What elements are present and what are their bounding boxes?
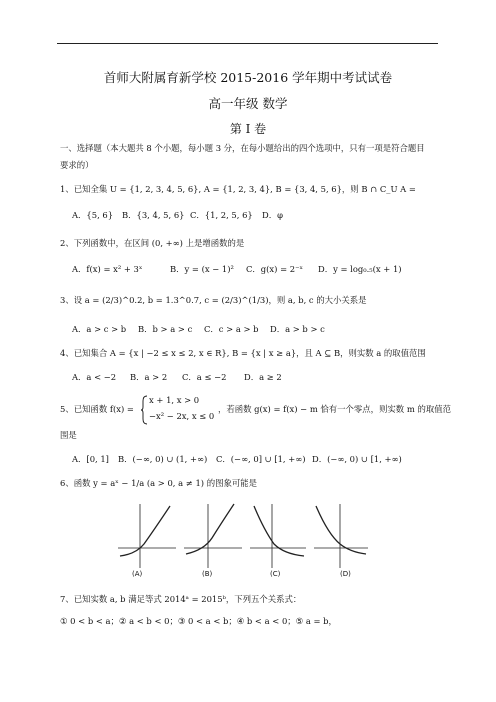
question-1-option-a: A．{5, 6} xyxy=(72,210,114,220)
question-2-stem: 2、下列函数中，在区间 (0, +∞) 上是增函数的是 xyxy=(60,238,245,248)
question-6-stem: 6、函数 y = aˣ − 1/a (a > 0, a ≠ 1) 的图象可能是 xyxy=(60,478,257,488)
question-3-stem: 3、设 a = (2/3)^0.2, b = 1.3^0.7, c = (2/3)^(1/3)，则 a, b, c 的大小关系是 xyxy=(60,295,367,305)
graph-label-d: (D) xyxy=(340,570,351,578)
question-2-option-a: A．f(x) = x² + 3ˣ xyxy=(72,264,143,274)
graph-label-c: (C) xyxy=(270,570,281,578)
question-1-stem: 1、已知全集 U = {1, 2, 3, 4, 5, 6}, A = {1, 2, 3, 4}, B = {3, 4, 5, 6}，则 B ∩ C_U A = xyxy=(60,184,416,194)
question-5-stem-start: 5、已知函数 f(x) = xyxy=(60,404,134,414)
piecewise-case-1: x + 1, x > 0 xyxy=(149,395,200,405)
piecewise-case-2: −x² − 2x, x ≤ 0 xyxy=(149,411,215,421)
question-4-stem: 4、已知集合 A = {x | −2 ≤ x ≤ 2, x ∈ R}, B = {x | x ≥ a}，且 A ⊆ B，则实数 a 的取值范围 xyxy=(60,348,426,358)
question-2-option-d: D．y = log₀.₅(x + 1) xyxy=(318,264,402,274)
graph-label-a: (A) xyxy=(132,570,143,578)
question-1-option-c: C．{1, 2, 5, 6} xyxy=(190,210,253,220)
question-5-option-d: D．(−∞, 0) ∪ [1, +∞) xyxy=(312,454,402,464)
question-4-option-a: A．a < −2 xyxy=(72,372,117,382)
question-6-graphs xyxy=(118,500,368,580)
question-3-option-c: C．c > a > b xyxy=(204,324,259,334)
question-2-option-b: B．y = (x − 1)² xyxy=(170,264,234,274)
question-5-option-b: B．(−∞, 0) ∪ (1, +∞) xyxy=(118,454,208,464)
part-intro-line2: 要求的） xyxy=(60,160,94,170)
graph-label-b: (B) xyxy=(202,570,213,578)
question-4-option-c: C．a ≤ −2 xyxy=(182,372,227,382)
question-7-relations: ① 0 < b < a；② a < b < 0；③ 0 < a < b；④ b < a < 0；⑤ a = b， xyxy=(60,616,337,626)
question-3-option-d: D．a > b > c xyxy=(270,324,325,334)
question-3-option-a: A．a > c > b xyxy=(72,324,127,334)
exam-subject: 高一年级 数学 xyxy=(208,96,288,111)
question-5-stem-continued: ，若函数 g(x) = f(x) − m 恰有一个零点，则实数 m 的取值范 xyxy=(218,404,451,414)
question-5-option-a: A．[0, 1] xyxy=(72,454,109,464)
question-5-option-c: C．(−∞, 0] ∪ [1, +∞) xyxy=(216,454,306,464)
question-1-option-d: D．φ xyxy=(262,210,283,220)
question-7-stem: 7、已知实数 a, b 满足等式 2014ᵃ = 2015ᵇ，下列五个关系式： xyxy=(60,594,302,604)
section-title: 第 I 卷 xyxy=(229,122,267,136)
question-5-stem-end: 围是 xyxy=(60,430,77,440)
part-intro-line1: 一、选择题（本大题共 8 个小题，每小题 3 分，在每小题给出的四个选项中，只有一项是符合题目 xyxy=(60,143,425,153)
question-4-option-d: D．a ≥ 2 xyxy=(244,372,282,382)
question-2-option-c: C．g(x) = 2⁻ˣ xyxy=(246,264,304,274)
graph-options-svg xyxy=(118,500,368,580)
header-rule xyxy=(57,43,438,44)
piecewise-brace xyxy=(140,395,148,425)
question-3-option-b: B．b > a > c xyxy=(138,324,193,334)
question-1-option-b: B．{3, 4, 5, 6} xyxy=(122,210,185,220)
exam-title: 首师大附属育新学校 2015-2016 学年期中考试试卷 xyxy=(103,70,393,85)
question-4-option-b: B．a > 2 xyxy=(130,372,168,382)
